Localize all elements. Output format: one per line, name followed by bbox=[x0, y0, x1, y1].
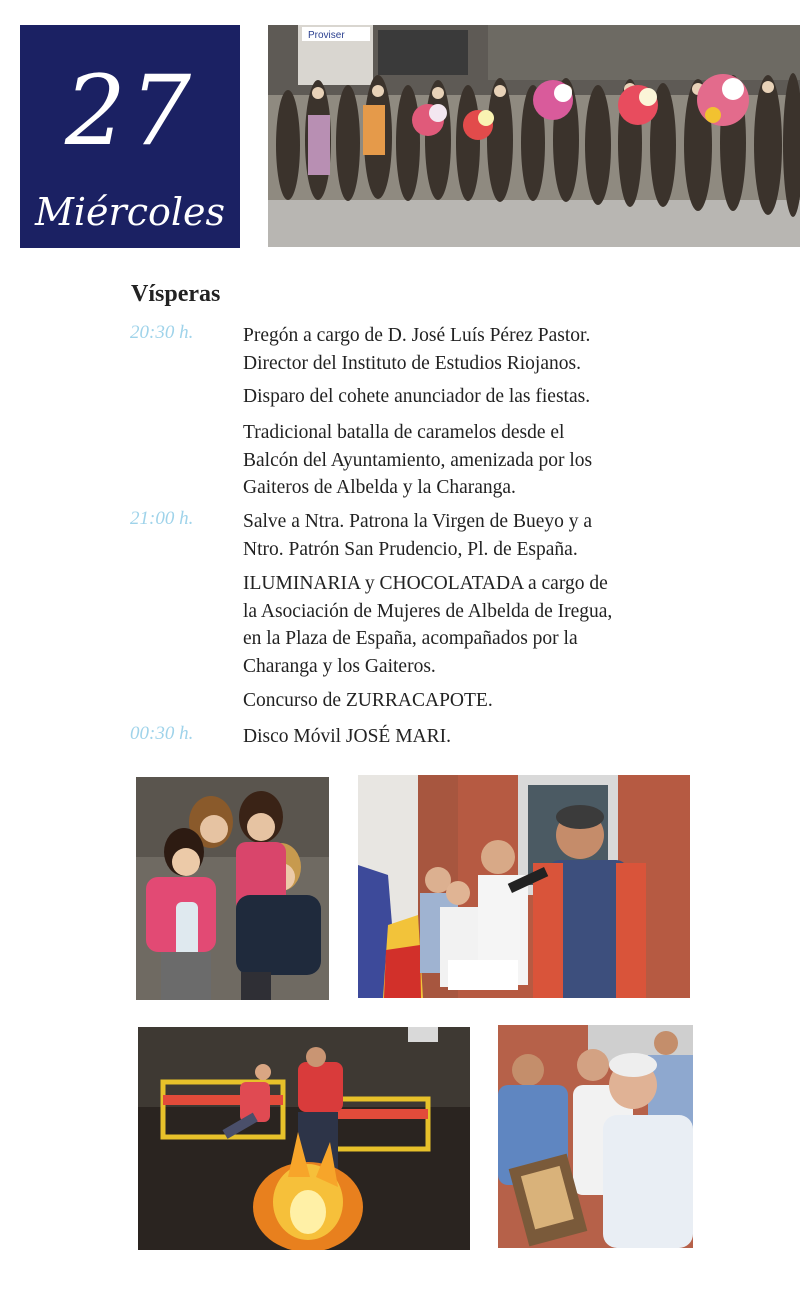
speaker-photo bbox=[358, 775, 690, 998]
entry-line: ILUMINARIA y CHOCOLATADA a cargo de bbox=[243, 573, 608, 594]
procession-sign: Proviser bbox=[308, 30, 345, 41]
procession-photo bbox=[268, 25, 800, 247]
section-title: Vísperas bbox=[131, 281, 221, 307]
entry-time: 20:30 h. bbox=[130, 322, 194, 343]
reading-photo bbox=[498, 1025, 693, 1248]
entry-line: Balcón del Ayuntamiento, amenizada por los bbox=[243, 449, 593, 471]
entry-line: Charanga y los Gaiteros. bbox=[243, 655, 436, 677]
entry-line: la Asociación de Mujeres de Albelda de Iregua, bbox=[243, 600, 613, 622]
bonfire-photo bbox=[138, 1027, 470, 1250]
entry-time: 21:00 h. bbox=[130, 508, 194, 529]
entry-line: en la Plaza de España, acompañados por la bbox=[243, 628, 578, 649]
entry-line: Pregón a cargo de D. José Luís Pérez Pastor. bbox=[243, 325, 591, 346]
entry-line: Ntro. Patrón San Prudencio, Pl. de España. bbox=[243, 538, 578, 560]
entry-line: Gaiteros de Albelda y la Charanga. bbox=[243, 477, 516, 498]
day-number: 27 bbox=[64, 55, 196, 167]
entry-line: Director del Instituto de Estudios Riojanos. bbox=[243, 352, 581, 374]
girls-photo bbox=[136, 777, 329, 1000]
entry-line: Tradicional batalla de caramelos desde el bbox=[243, 422, 565, 443]
weekday-label: Miércoles bbox=[34, 190, 226, 234]
entry-line: Disco Móvil JOSÉ MARI. bbox=[243, 726, 452, 747]
entry-line: Salve a Ntra. Patrona la Virgen de Bueyo y a bbox=[243, 511, 593, 532]
date-box bbox=[20, 25, 240, 248]
entry-line: Concurso de ZURRACAPOTE. bbox=[243, 690, 493, 711]
entry-line: Disparo del cohete anunciador de las fiestas. bbox=[243, 386, 591, 407]
entry-time: 00:30 h. bbox=[130, 723, 194, 744]
